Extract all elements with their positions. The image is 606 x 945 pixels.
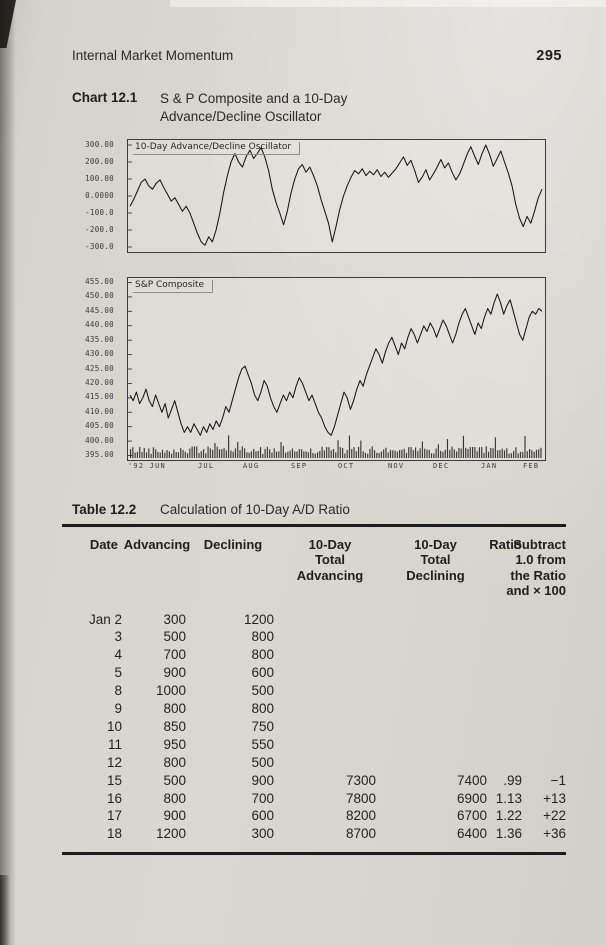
column-header-line: Total xyxy=(420,552,451,568)
table-cell xyxy=(522,629,566,647)
table-cell xyxy=(522,701,566,719)
month-label: '92 JUN xyxy=(128,462,166,470)
table-cell: 700 xyxy=(163,647,186,663)
table-cell: 8200 xyxy=(345,808,376,824)
y-tick-label: 430.00 xyxy=(85,349,114,359)
table-cell: 800 xyxy=(163,790,186,806)
table-cell xyxy=(489,683,522,701)
scan-edge-shadow-left xyxy=(0,0,16,945)
table-caption xyxy=(62,502,566,517)
oscillator-plot xyxy=(128,140,545,252)
table-cell: 500 xyxy=(163,629,186,645)
table-cell: 800 xyxy=(251,629,274,645)
table-cell: 800 xyxy=(251,701,274,717)
table-section xyxy=(62,502,566,855)
table-row xyxy=(62,773,566,791)
y-tick-label: 200.00 xyxy=(85,156,114,166)
sp-plot xyxy=(128,278,545,460)
table-cell: 500 xyxy=(251,683,274,699)
table-cell xyxy=(382,647,489,665)
sp-x-axis xyxy=(127,462,544,474)
table-cell xyxy=(522,737,566,755)
table-cell xyxy=(382,719,489,737)
column-header-line: Advancing xyxy=(123,536,191,552)
table-cell: 800 xyxy=(251,647,274,663)
sp-chart-title: S&P Composite xyxy=(133,280,213,293)
table-cell: 700 xyxy=(251,790,274,806)
column-header-line: Declining xyxy=(203,536,263,552)
chart-caption xyxy=(72,90,347,125)
table-row xyxy=(62,612,566,630)
y-tick-label: 410.00 xyxy=(85,406,114,416)
table-row xyxy=(62,755,566,773)
chart-caption-line2: Advance/Decline Oscillator xyxy=(160,108,322,124)
table-cell: 1.13 xyxy=(495,790,522,806)
table-cell xyxy=(382,701,489,719)
table-cell: 500 xyxy=(251,754,274,770)
table-top-rule xyxy=(62,524,566,527)
page-number: 295 xyxy=(536,48,562,64)
y-tick-label: 425.00 xyxy=(85,363,114,373)
table-cell: 900 xyxy=(251,772,274,788)
table-cell: 9 xyxy=(114,701,122,717)
table-cell: 500 xyxy=(163,772,186,788)
table-cell: 1000 xyxy=(155,683,186,699)
table-cell xyxy=(382,737,489,755)
table-cell xyxy=(489,701,522,719)
table-cell xyxy=(278,647,382,665)
table-cell: 10 xyxy=(106,718,122,734)
column-header-line: 10-Day xyxy=(308,536,352,552)
oscillator-chart-title: 10-Day Advance/Decline Oscillator xyxy=(133,142,300,155)
chart-caption-title xyxy=(160,90,347,125)
table-row xyxy=(62,665,566,683)
table-cell: +22 xyxy=(543,808,566,824)
table-cell xyxy=(489,629,522,647)
table-cell xyxy=(489,647,522,665)
y-tick-label: 300.00 xyxy=(85,139,114,149)
column-header-line: Ratio xyxy=(489,536,522,552)
table-cell: 600 xyxy=(251,665,274,681)
table-cell: 1200 xyxy=(243,611,274,627)
table-cell xyxy=(278,612,382,630)
table-cell: 800 xyxy=(163,754,186,770)
running-head-title: Internal Market Momentum xyxy=(72,48,234,63)
table-cell: +13 xyxy=(543,790,566,806)
table-cell: 800 xyxy=(163,701,186,717)
sp-y-axis xyxy=(56,277,120,459)
chart-caption-line1: S & P Composite and a 10-Day xyxy=(160,91,348,106)
table-cell: 600 xyxy=(251,808,274,824)
y-tick-label: 450.00 xyxy=(85,291,114,301)
column-header xyxy=(506,536,566,599)
y-tick-label: 395.00 xyxy=(85,450,114,459)
y-tick-label: 455.00 xyxy=(85,277,114,286)
column-header xyxy=(62,537,126,599)
table-row xyxy=(62,737,566,755)
table-cell: 900 xyxy=(163,808,186,824)
table-cell xyxy=(522,612,566,630)
table-cell: 900 xyxy=(163,665,186,681)
table-cell: 8700 xyxy=(345,826,376,842)
month-label: AUG xyxy=(243,462,260,470)
table-row xyxy=(62,791,566,809)
table-cell xyxy=(278,629,382,647)
column-header xyxy=(382,537,489,599)
column-header-line: Subtract xyxy=(513,536,566,552)
month-label: NOV xyxy=(388,462,405,470)
table-cell: 3 xyxy=(114,629,122,645)
table-cell: 15 xyxy=(106,772,122,788)
column-header-line: the Ratio xyxy=(510,567,566,583)
table-cell xyxy=(522,665,566,683)
y-tick-label: -300.0 xyxy=(85,241,114,251)
table-cell: 7300 xyxy=(345,772,376,788)
oscillator-y-axis xyxy=(56,139,120,251)
month-label: SEP xyxy=(291,462,308,470)
oscillator-chart xyxy=(127,139,546,253)
table-cell: 300 xyxy=(163,611,186,627)
chart-caption-label: Chart 12.1 xyxy=(72,90,138,105)
month-label: FEB xyxy=(523,462,540,470)
y-tick-label: 415.00 xyxy=(85,392,114,402)
scan-top-highlight xyxy=(170,0,606,7)
table-cell xyxy=(382,629,489,647)
table-cell xyxy=(278,755,382,773)
table-cell xyxy=(278,665,382,683)
table-cell xyxy=(522,683,566,701)
table-cell: .99 xyxy=(503,772,522,788)
table-cell: 300 xyxy=(251,826,274,842)
column-header-line: 1.0 from xyxy=(515,552,566,568)
table-cell: 750 xyxy=(251,718,274,734)
y-tick-label: -200.0 xyxy=(85,224,114,234)
table-row xyxy=(62,683,566,701)
table-cell xyxy=(278,719,382,737)
table-cell: 550 xyxy=(251,736,274,752)
table-row xyxy=(62,629,566,647)
table-cell: 16 xyxy=(106,790,122,806)
table-cell xyxy=(278,701,382,719)
table-cell xyxy=(382,665,489,683)
table-cell: 17 xyxy=(106,808,122,824)
table-cell xyxy=(489,665,522,683)
table-cell xyxy=(382,612,489,630)
column-header xyxy=(188,537,278,599)
column-header xyxy=(278,537,382,599)
column-header xyxy=(123,536,191,599)
table-cell: 950 xyxy=(163,736,186,752)
table-cell: 12 xyxy=(106,754,122,770)
table-cell xyxy=(278,737,382,755)
table-cell xyxy=(522,647,566,665)
table-cell: 1200 xyxy=(155,826,186,842)
table-cell: 11 xyxy=(107,736,122,752)
y-tick-label: 445.00 xyxy=(85,305,114,315)
table-row xyxy=(62,701,566,719)
page-header xyxy=(72,48,562,64)
table-cell xyxy=(489,612,522,630)
column-header-line: and × 100 xyxy=(506,583,566,599)
table-header-row xyxy=(62,537,566,599)
table-cell xyxy=(278,683,382,701)
column-header-line: Advancing xyxy=(296,567,364,583)
table-cell xyxy=(489,737,522,755)
table-row xyxy=(62,826,566,844)
month-label: OCT xyxy=(338,462,355,470)
table-cell: 850 xyxy=(163,718,186,734)
y-tick-label: 400.00 xyxy=(85,435,114,445)
table-cell xyxy=(522,755,566,773)
table-cell: 5 xyxy=(114,665,122,681)
table-cell: 18 xyxy=(106,826,122,842)
y-tick-label: 405.00 xyxy=(85,421,114,431)
column-header-line: 10-Day xyxy=(414,536,457,552)
column-header-line: Date xyxy=(89,536,118,552)
table-row xyxy=(62,647,566,665)
month-label: DEC xyxy=(433,462,450,470)
table-row xyxy=(62,719,566,737)
table-cell xyxy=(382,683,489,701)
table-row xyxy=(62,808,566,826)
table-caption-label: Table 12.2 xyxy=(72,502,137,517)
y-tick-label: 100.00 xyxy=(85,173,114,183)
table-cell: −1 xyxy=(550,772,566,788)
table-body xyxy=(62,612,566,845)
table-cell xyxy=(382,755,489,773)
table-cell: +36 xyxy=(543,826,566,842)
table-cell xyxy=(489,755,522,773)
month-label: JAN xyxy=(481,462,498,470)
table-cell: 6900 xyxy=(456,790,487,806)
table-cell xyxy=(489,719,522,737)
table-caption-title: Calculation of 10-Day A/D Ratio xyxy=(160,502,350,517)
month-label: JUL xyxy=(198,462,215,470)
table-cell: 7400 xyxy=(456,772,487,788)
table-cell: Jan 2 xyxy=(88,611,122,627)
column-header-line: Total xyxy=(314,552,346,568)
table-cell: 1.22 xyxy=(495,808,522,824)
y-tick-label: 435.00 xyxy=(85,334,114,344)
table-cell: 6700 xyxy=(456,808,487,824)
column-header-line: Declining xyxy=(406,567,465,583)
y-tick-label: 440.00 xyxy=(85,320,114,330)
table-cell: 8 xyxy=(114,683,122,699)
table-bottom-rule xyxy=(62,852,566,855)
sp-chart xyxy=(127,277,546,461)
table-cell: 1.36 xyxy=(495,826,522,842)
scan-edge-shadow-bottom-left xyxy=(0,875,10,945)
table-cell: 6400 xyxy=(456,826,487,842)
y-tick-label: -100.0 xyxy=(85,207,114,217)
table-cell: 4 xyxy=(114,647,122,663)
y-tick-label: 420.00 xyxy=(85,377,114,387)
table-cell: 7800 xyxy=(345,790,376,806)
y-tick-label: 0.0000 xyxy=(85,190,114,200)
table-cell xyxy=(522,719,566,737)
